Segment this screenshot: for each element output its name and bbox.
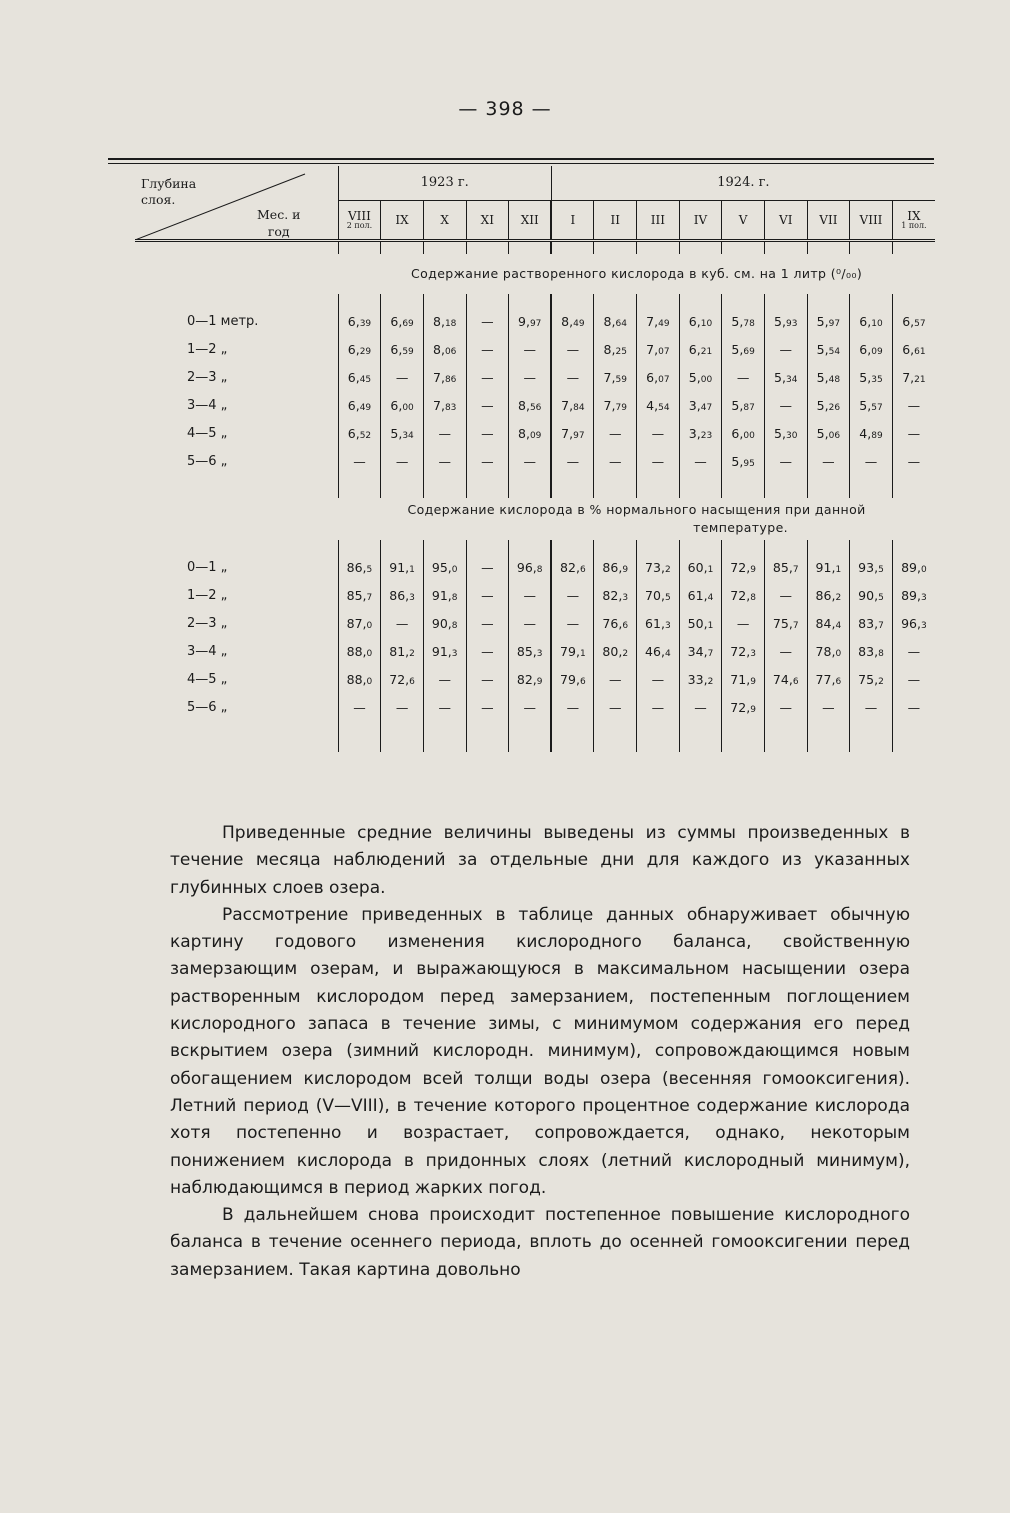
- value-cell: 85,7: [764, 554, 807, 582]
- value-cell: 6,10: [850, 308, 893, 336]
- month-label: II: [610, 212, 620, 227]
- table-row: [135, 364, 935, 392]
- value-cell: 61,4: [679, 582, 722, 610]
- value-cell: —: [594, 420, 637, 448]
- depth-label: 0—1 метр.: [187, 314, 259, 329]
- value-cell: 85,3: [509, 638, 552, 666]
- value-cell: —: [338, 448, 381, 476]
- month-header-12: [850, 200, 893, 240]
- month-header-5: [551, 200, 594, 240]
- value-cell: —: [466, 638, 509, 666]
- value-cell: —: [466, 392, 509, 420]
- value-cell: 5,06: [807, 420, 850, 448]
- value-cell: 8,18: [423, 308, 466, 336]
- value-cell: 5,69: [722, 336, 765, 364]
- value-cell: 5,30: [764, 420, 807, 448]
- year-1923-header: 1923 г.: [338, 166, 551, 200]
- value-cell: 6,39: [338, 308, 381, 336]
- value-cell: 5,87: [722, 392, 765, 420]
- table-row: [135, 694, 935, 722]
- value-cell: 80,2: [594, 638, 637, 666]
- depth-label: 2—3 „: [187, 370, 228, 385]
- value-cell: —: [381, 610, 424, 638]
- value-cell: —: [551, 336, 594, 364]
- value-cell: 6,49: [338, 392, 381, 420]
- value-cell: —: [679, 448, 722, 476]
- value-cell: —: [764, 448, 807, 476]
- value-cell: —: [594, 694, 637, 722]
- month-label: VIII: [859, 212, 883, 227]
- page-number: — 398 —: [458, 98, 552, 120]
- value-cell: —: [466, 364, 509, 392]
- value-cell: 75,2: [850, 666, 893, 694]
- value-cell: 95,0: [423, 554, 466, 582]
- oxygen-table: [135, 166, 935, 752]
- value-cell: 90,8: [423, 610, 466, 638]
- value-cell: 5,00: [679, 364, 722, 392]
- month-label: VII: [819, 212, 838, 227]
- month-header-3: [466, 200, 509, 240]
- value-cell: 75,7: [764, 610, 807, 638]
- value-cell: 5,97: [807, 308, 850, 336]
- value-cell: —: [466, 336, 509, 364]
- value-cell: 93,5: [850, 554, 893, 582]
- value-cell: 96,8: [509, 554, 552, 582]
- value-cell: —: [637, 694, 680, 722]
- value-cell: —: [892, 694, 935, 722]
- paragraph-2: Рассмотрение приведенных в таблице данных обнаруживает обычную картину годового изменения кислородного баланса, свойственную замерзающим озерам, и выражающуюся в максимальном насыщении озера растворенным кислородом перед замерзанием, постепенным поглощением кислородного запаса в течение зимы, с минимумом содержания его перед вскрытием озера (зимний кислородн. минимум), сопровождающимся новым обогащением кислородом всей толщи воды озера (весенняя гомооксигения). Летний период (V—VIII), в течение которого процентное содержание кислорода хотя постепенно и возрастает, сопровождается, однако, некоторым понижением кислорода в придонных слоях (летний кислородный минимум), наблюдающимся в период жарких погод.: [170, 904, 910, 1198]
- value-cell: 70,5: [637, 582, 680, 610]
- month-label: IV: [693, 212, 708, 227]
- value-cell: —: [722, 610, 765, 638]
- value-cell: 60,1: [679, 554, 722, 582]
- value-cell: —: [466, 666, 509, 694]
- value-cell: 6,21: [679, 336, 722, 364]
- paragraph-3: В дальнейшем снова происходит постепенное повышение кислородного баланса в течение осеннего периода, вплоть до осенней гомооксигении перед замерзанием. Такая картина довольно: [170, 1205, 910, 1280]
- value-cell: 71,9: [722, 666, 765, 694]
- value-cell: 7,97: [551, 420, 594, 448]
- value-cell: —: [509, 448, 552, 476]
- value-cell: 72,3: [722, 638, 765, 666]
- value-cell: 9,97: [509, 308, 552, 336]
- table-row: [135, 610, 935, 638]
- value-cell: —: [466, 420, 509, 448]
- year-header-row: [135, 166, 935, 200]
- value-cell: —: [509, 694, 552, 722]
- corner-depth-label: Глубина слоя.: [141, 176, 197, 207]
- value-cell: 76,6: [594, 610, 637, 638]
- value-cell: 86,9: [594, 554, 637, 582]
- value-cell: 89,3: [892, 582, 935, 610]
- value-cell: —: [850, 694, 893, 722]
- value-cell: —: [892, 392, 935, 420]
- value-cell: —: [637, 666, 680, 694]
- month-header-6: [594, 200, 637, 240]
- value-cell: 96,3: [892, 610, 935, 638]
- month-label: XI: [480, 212, 494, 227]
- value-cell: —: [551, 582, 594, 610]
- value-cell: 91,1: [807, 554, 850, 582]
- month-sublabel: 1 пол.: [901, 221, 927, 230]
- month-header-0: [338, 200, 381, 240]
- month-label: X: [440, 212, 449, 227]
- top-rule-thin: [108, 163, 934, 164]
- value-cell: 6,00: [722, 420, 765, 448]
- year-1924-header: 1924. г.: [551, 166, 935, 200]
- value-cell: 81,2: [381, 638, 424, 666]
- table-row: [135, 448, 935, 476]
- value-cell: —: [764, 336, 807, 364]
- table-row: [135, 582, 935, 610]
- depth-label: 0—1 „: [187, 560, 228, 575]
- value-cell: 5,26: [807, 392, 850, 420]
- value-cell: 72,9: [722, 554, 765, 582]
- value-cell: 78,0: [807, 638, 850, 666]
- value-cell: —: [764, 582, 807, 610]
- value-cell: —: [466, 308, 509, 336]
- value-cell: —: [381, 694, 424, 722]
- value-cell: —: [594, 448, 637, 476]
- value-cell: 86,3: [381, 582, 424, 610]
- value-cell: —: [807, 448, 850, 476]
- value-cell: 34,7: [679, 638, 722, 666]
- value-cell: 6,61: [892, 336, 935, 364]
- value-cell: 5,34: [764, 364, 807, 392]
- depth-label: 5—6 „: [187, 700, 228, 715]
- value-cell: 73,2: [637, 554, 680, 582]
- section-1-title-text: Содержание растворенного кислорода в куб. см. на 1 литр (⁰/₀₀): [410, 266, 863, 281]
- value-cell: 8,09: [509, 420, 552, 448]
- value-cell: 6,52: [338, 420, 381, 448]
- month-header-13: [892, 200, 935, 240]
- value-cell: 3,23: [679, 420, 722, 448]
- value-cell: 90,5: [850, 582, 893, 610]
- value-cell: 79,6: [551, 666, 594, 694]
- value-cell: —: [423, 448, 466, 476]
- value-cell: —: [466, 448, 509, 476]
- value-cell: 91,8: [423, 582, 466, 610]
- spacer-row: [135, 722, 935, 752]
- value-cell: 6,69: [381, 308, 424, 336]
- value-cell: —: [764, 392, 807, 420]
- month-sublabel: 2 пол.: [346, 221, 373, 230]
- value-cell: —: [509, 364, 552, 392]
- value-cell: 5,35: [850, 364, 893, 392]
- value-cell: —: [509, 336, 552, 364]
- value-cell: —: [722, 364, 765, 392]
- value-cell: 5,48: [807, 364, 850, 392]
- oxygen-table-wrap: [135, 166, 935, 752]
- depth-label: 5—6 „: [187, 454, 228, 469]
- value-cell: 6,09: [850, 336, 893, 364]
- value-cell: —: [892, 638, 935, 666]
- value-cell: 8,06: [423, 336, 466, 364]
- value-cell: 6,29: [338, 336, 381, 364]
- value-cell: —: [466, 610, 509, 638]
- value-cell: 84,4: [807, 610, 850, 638]
- value-cell: 5,93: [764, 308, 807, 336]
- value-cell: 5,34: [381, 420, 424, 448]
- value-cell: 6,10: [679, 308, 722, 336]
- value-cell: 83,7: [850, 610, 893, 638]
- value-cell: —: [509, 610, 552, 638]
- value-cell: 91,3: [423, 638, 466, 666]
- value-cell: 5,95: [722, 448, 765, 476]
- value-cell: 85,7: [338, 582, 381, 610]
- value-cell: —: [381, 448, 424, 476]
- month-label: VIII: [348, 209, 371, 223]
- value-cell: 6,57: [892, 308, 935, 336]
- table-row: [135, 308, 935, 336]
- value-cell: —: [892, 666, 935, 694]
- value-cell: —: [637, 420, 680, 448]
- value-cell: 6,00: [381, 392, 424, 420]
- value-cell: —: [466, 582, 509, 610]
- value-cell: —: [381, 364, 424, 392]
- section-2-title-line1: Содержание кислорода в % нормального насыщения при данной: [407, 502, 866, 517]
- spacer-row: [135, 540, 935, 554]
- table-row: [135, 638, 935, 666]
- value-cell: 8,64: [594, 308, 637, 336]
- value-cell: 74,6: [764, 666, 807, 694]
- month-header-7: [637, 200, 680, 240]
- value-cell: —: [551, 364, 594, 392]
- value-cell: —: [764, 638, 807, 666]
- depth-label: 1—2 „: [187, 588, 228, 603]
- value-cell: 77,6: [807, 666, 850, 694]
- value-cell: 4,89: [850, 420, 893, 448]
- value-cell: 61,3: [637, 610, 680, 638]
- value-cell: 8,56: [509, 392, 552, 420]
- value-cell: —: [764, 694, 807, 722]
- value-cell: 33,2: [679, 666, 722, 694]
- month-header-11: [807, 200, 850, 240]
- table-row: [135, 392, 935, 420]
- section-2-title: [135, 498, 935, 540]
- value-cell: 5,57: [850, 392, 893, 420]
- value-cell: 72,9: [722, 694, 765, 722]
- value-cell: —: [679, 694, 722, 722]
- value-cell: 6,45: [338, 364, 381, 392]
- depth-label: 3—4 „: [187, 398, 228, 413]
- top-rule: [108, 158, 934, 160]
- value-cell: —: [466, 694, 509, 722]
- value-cell: —: [551, 694, 594, 722]
- month-header-10: [764, 200, 807, 240]
- value-cell: 7,21: [892, 364, 935, 392]
- value-cell: 7,79: [594, 392, 637, 420]
- body-text: [170, 820, 910, 1284]
- value-cell: 79,1: [551, 638, 594, 666]
- value-cell: —: [594, 666, 637, 694]
- value-cell: —: [807, 694, 850, 722]
- table-corner-cell: [135, 166, 338, 240]
- table-row: [135, 420, 935, 448]
- value-cell: 3,47: [679, 392, 722, 420]
- value-cell: 83,8: [850, 638, 893, 666]
- value-cell: 6,59: [381, 336, 424, 364]
- month-label: V: [738, 212, 748, 227]
- value-cell: 88,0: [338, 638, 381, 666]
- depth-label: 4—5 „: [187, 426, 228, 441]
- value-cell: 72,6: [381, 666, 424, 694]
- value-cell: 91,1: [381, 554, 424, 582]
- month-header-2: [423, 200, 466, 240]
- spacer-row: [135, 476, 935, 498]
- table-row: [135, 336, 935, 364]
- month-header-9: [722, 200, 765, 240]
- table-row: [135, 666, 935, 694]
- value-cell: 8,25: [594, 336, 637, 364]
- depth-label: 1—2 „: [187, 342, 228, 357]
- value-cell: 6,07: [637, 364, 680, 392]
- value-cell: —: [850, 448, 893, 476]
- value-cell: —: [551, 448, 594, 476]
- value-cell: —: [338, 694, 381, 722]
- value-cell: 89,0: [892, 554, 935, 582]
- section-2-title-line2: температуре.: [693, 520, 789, 535]
- month-header-4: [509, 200, 552, 240]
- month-label: I: [570, 212, 576, 227]
- value-cell: 72,8: [722, 582, 765, 610]
- paragraph-1: Приведенные средние величины выведены из суммы произведенных в течение месяца наблюдений за отдельные дни для каждого из указанных глубинных слоев озера.: [170, 823, 910, 898]
- value-cell: —: [423, 420, 466, 448]
- value-cell: —: [892, 448, 935, 476]
- value-cell: 4,54: [637, 392, 680, 420]
- value-cell: —: [423, 666, 466, 694]
- value-cell: 82,3: [594, 582, 637, 610]
- value-cell: 82,9: [509, 666, 552, 694]
- value-cell: 88,0: [338, 666, 381, 694]
- value-cell: 7,59: [594, 364, 637, 392]
- value-cell: 86,5: [338, 554, 381, 582]
- value-cell: 7,83: [423, 392, 466, 420]
- month-label: IX: [907, 209, 921, 223]
- value-cell: 50,1: [679, 610, 722, 638]
- value-cell: 7,49: [637, 308, 680, 336]
- value-cell: —: [466, 554, 509, 582]
- depth-label: 4—5 „: [187, 672, 228, 687]
- month-label: XII: [520, 212, 539, 227]
- value-cell: 46,4: [637, 638, 680, 666]
- spacer-row: [135, 294, 935, 308]
- value-cell: 7,86: [423, 364, 466, 392]
- month-label: IX: [395, 212, 409, 227]
- value-cell: 87,0: [338, 610, 381, 638]
- corner-month-label: Мес. и год: [257, 207, 301, 239]
- table-row: [135, 554, 935, 582]
- value-cell: 82,6: [551, 554, 594, 582]
- value-cell: 5,78: [722, 308, 765, 336]
- month-label: III: [650, 212, 665, 227]
- value-cell: —: [892, 420, 935, 448]
- depth-label: 3—4 „: [187, 644, 228, 659]
- value-cell: 7,84: [551, 392, 594, 420]
- section-1-title: [135, 254, 935, 294]
- value-cell: 7,07: [637, 336, 680, 364]
- value-cell: —: [423, 694, 466, 722]
- value-cell: 5,54: [807, 336, 850, 364]
- spacer-row: [135, 240, 935, 254]
- month-header-8: [679, 200, 722, 240]
- value-cell: —: [509, 582, 552, 610]
- value-cell: —: [551, 610, 594, 638]
- value-cell: 8,49: [551, 308, 594, 336]
- value-cell: 86,2: [807, 582, 850, 610]
- value-cell: —: [637, 448, 680, 476]
- month-header-1: [381, 200, 424, 240]
- month-label: VI: [779, 212, 793, 227]
- depth-label: 2—3 „: [187, 616, 228, 631]
